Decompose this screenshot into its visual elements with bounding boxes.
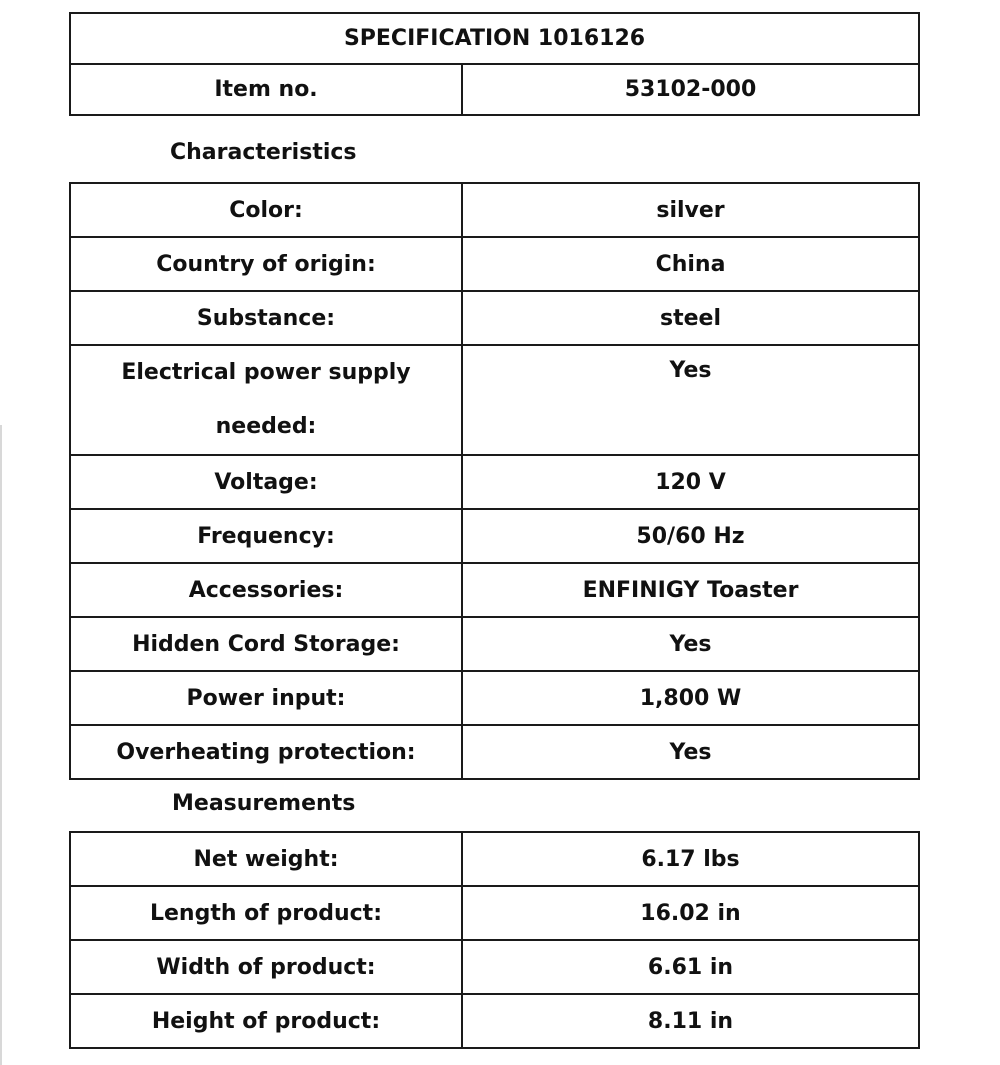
row-value: 6.61 in xyxy=(462,940,919,994)
table-row xyxy=(70,183,919,237)
row-value: 6.17 lbs xyxy=(462,832,919,886)
table-row xyxy=(70,237,919,291)
row-key: Overheating protection: xyxy=(70,725,462,779)
row-key: Voltage: xyxy=(70,455,462,509)
table-row xyxy=(70,455,919,509)
row-key: Color: xyxy=(70,183,462,237)
row-value: China xyxy=(462,237,919,291)
row-value: Yes xyxy=(462,725,919,779)
row-value: Yes xyxy=(462,345,919,455)
row-key: Power input: xyxy=(70,671,462,725)
item-number-row xyxy=(70,64,919,115)
row-key: Width of product: xyxy=(70,940,462,994)
characteristics-heading: Characteristics xyxy=(170,140,357,165)
table-row xyxy=(70,940,919,994)
row-key: Length of product: xyxy=(70,886,462,940)
row-key: Electrical power supply needed: xyxy=(70,345,462,455)
row-key: Net weight: xyxy=(70,832,462,886)
row-value: 120 V xyxy=(462,455,919,509)
row-key: Country of origin: xyxy=(70,237,462,291)
spec-title: SPECIFICATION 1016126 xyxy=(70,13,919,64)
page-edge-divider xyxy=(0,425,2,1065)
table-row xyxy=(70,832,919,886)
measurements-heading: Measurements xyxy=(172,791,356,816)
row-value: 16.02 in xyxy=(462,886,919,940)
item-number-value: 53102-000 xyxy=(462,64,919,115)
row-value: 50/60 Hz xyxy=(462,509,919,563)
measurements-table xyxy=(69,831,920,1049)
table-row xyxy=(70,291,919,345)
row-value: 8.11 in xyxy=(462,994,919,1048)
row-value: 1,800 W xyxy=(462,671,919,725)
row-key: Hidden Cord Storage: xyxy=(70,617,462,671)
row-value: steel xyxy=(462,291,919,345)
row-value: Yes xyxy=(462,617,919,671)
row-key: Substance: xyxy=(70,291,462,345)
table-row xyxy=(70,994,919,1048)
row-value: silver xyxy=(462,183,919,237)
table-row xyxy=(70,509,919,563)
table-row xyxy=(70,563,919,617)
table-row xyxy=(70,671,919,725)
table-row xyxy=(70,886,919,940)
row-value: ENFINIGY Toaster xyxy=(462,563,919,617)
spec-title-row xyxy=(70,13,919,64)
table-row xyxy=(70,345,919,455)
row-key: Accessories: xyxy=(70,563,462,617)
specification-header-table xyxy=(69,12,920,116)
characteristics-table xyxy=(69,182,920,780)
row-key: Height of product: xyxy=(70,994,462,1048)
row-key: Frequency: xyxy=(70,509,462,563)
item-number-label: Item no. xyxy=(70,64,462,115)
table-row xyxy=(70,617,919,671)
table-row xyxy=(70,725,919,779)
